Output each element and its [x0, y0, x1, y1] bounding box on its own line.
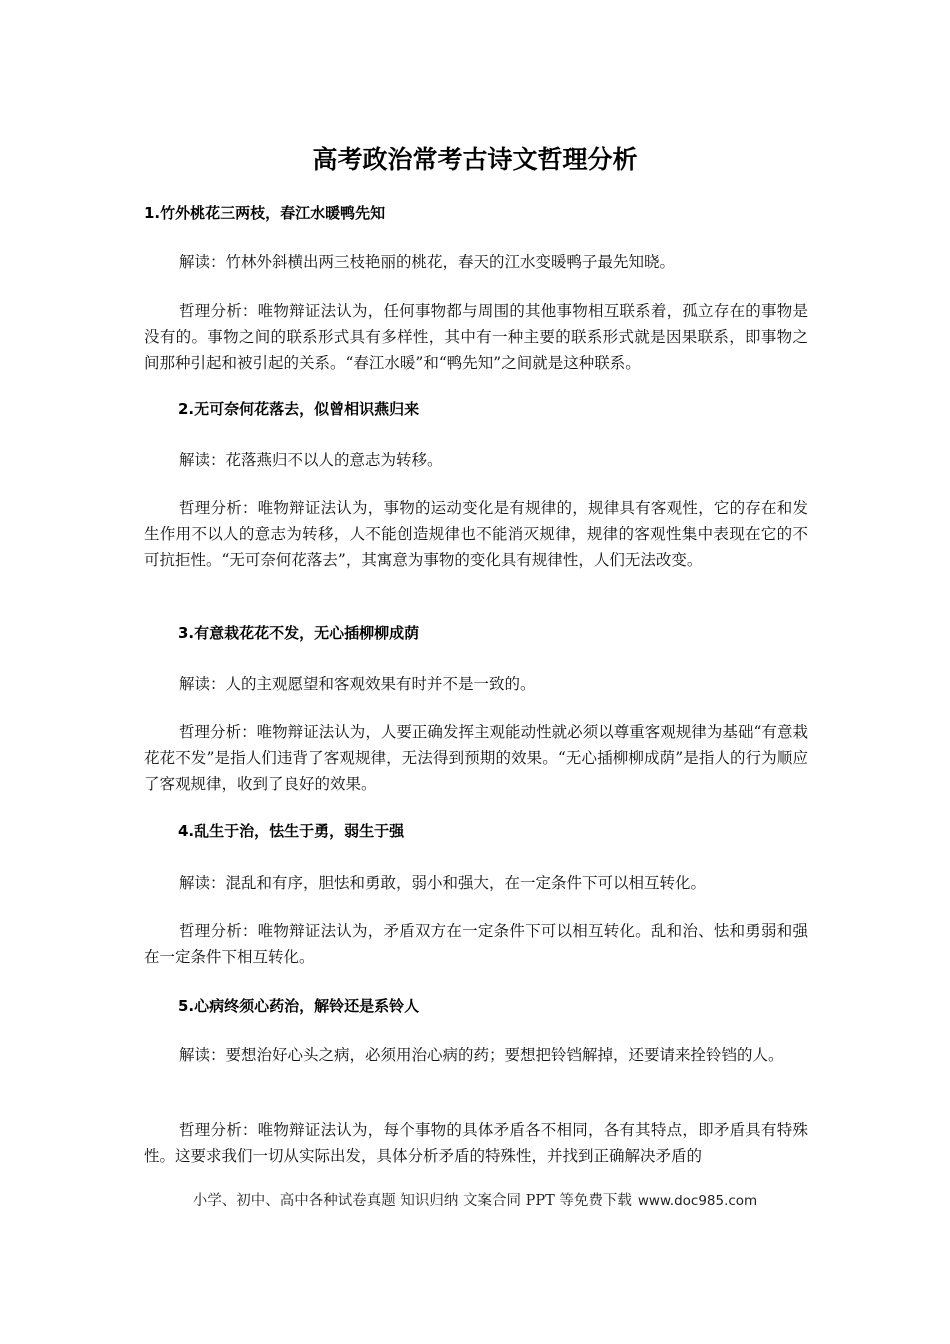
section-heading: 5.心病终须心药治，解铃还是系铃人 [178, 997, 420, 1015]
analysis-paragraph: 哲理分析：唯物辩证法认为，矛盾双方在一定条件下可以相互转化。乱和治、怯和勇弱和强在一定条件下相互转化。 [144, 922, 808, 966]
analysis-paragraph: 哲理分析：唯物辩证法认为，每个事物的具体矛盾各不相同，各有其特点，即矛盾具有特殊性。这要求我们一切从实际出发，具体分析矛盾的特殊性，并找到正确解决矛盾的 [144, 1121, 808, 1165]
section-heading: 1.竹外桃花三两枝，春江水暖鸭先知 [144, 204, 386, 222]
interpretation-paragraph: 解读：花落燕归不以人的意志为转移。 [179, 451, 443, 469]
section-heading: 3.有意栽花花不发，无心插柳柳成荫 [178, 624, 420, 642]
footer-text: 小学、初中、高中各种试卷真题 知识归纳 文案合同 PPT 等免费下载 [192, 1193, 632, 1209]
analysis-paragraph: 哲理分析：唯物辩证法认为，事物的运动变化是有规律的，规律具有客观性，它的存在和发生作用不以人的意志为转移，人不能创造规律也不能消灭规律，规律的客观性集中表现在它的不可抗拒性。“无可奈何花落去”，其寓意为事物的变化具有规律性，人们无法改变。 [144, 499, 808, 569]
interpretation-paragraph: 解读：人的主观愿望和客观效果有时并不是一致的。 [179, 675, 536, 693]
interpretation-paragraph: 解读：混乱和有序，胆怯和勇敢，弱小和强大，在一定条件下可以相互转化。 [179, 874, 707, 892]
analysis-paragraph: 哲理分析：唯物辩证法认为，人要正确发挥主观能动性就必须以尊重客观规律为基础“有意栽花花不发”是指人们违背了客观规律，无法得到预期的效果。“无心插柳柳成荫”是指人的行为顺应了客观规律，收到了良好的效果。 [144, 723, 808, 793]
section-heading: 2.无可奈何花落去，似曾相识燕归来 [178, 400, 420, 418]
section-heading: 4.乱生于治，怯生于勇，弱生于强 [178, 822, 405, 840]
interpretation-paragraph: 解读：竹林外斜横出两三枝艳丽的桃花，春天的江水变暖鸭子最先知晓。 [179, 253, 676, 271]
analysis-paragraph: 哲理分析：唯物辩证法认为，任何事物都与周围的其他事物相互联系着，孤立存在的事物是没有的。事物之间的联系形式具有多样性，其中有一种主要的联系形式就是因果联系，即事物之间那种引起和被引起的关系。“春江水暖”和“鸭先知”之间就是这种联系。 [144, 302, 808, 372]
interpretation-paragraph: 解读：要想治好心头之病，必须用治心病的药；要想把铃铛解掉，还要请来拴铃铛的人。 [179, 1046, 784, 1064]
footer-link[interactable]: www.doc985.com [637, 1193, 758, 1209]
page-footer [0, 1191, 950, 1211]
page-title: 高考政治常考古诗文哲理分析 [312, 145, 638, 174]
